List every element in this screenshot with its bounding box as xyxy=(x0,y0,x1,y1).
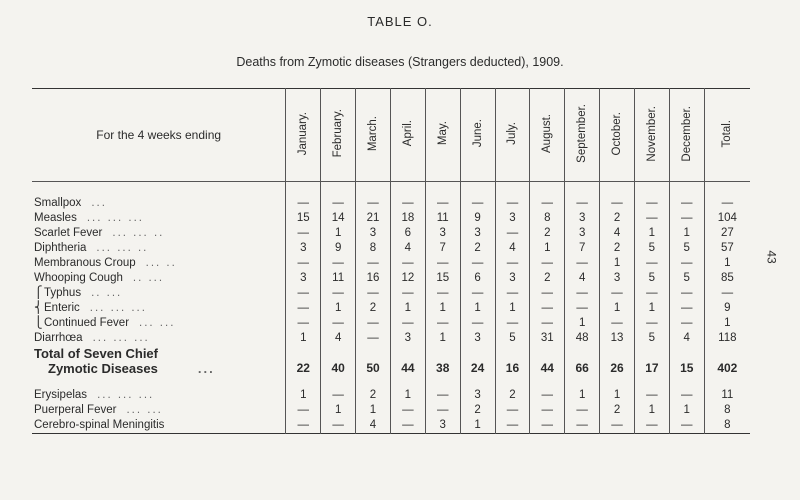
value-cell: 8 xyxy=(356,241,391,256)
value-cell: 12 xyxy=(390,271,425,286)
value-cell: 48 xyxy=(565,331,600,346)
value-cell: 2 xyxy=(460,241,495,256)
row-header: For the 4 weeks ending xyxy=(32,89,286,182)
total-cell: — xyxy=(704,286,750,301)
col-header-label: August. xyxy=(541,114,554,153)
value-cell: 1 xyxy=(634,403,669,418)
summary-row xyxy=(32,346,750,376)
value-cell: 1 xyxy=(321,301,356,316)
value-cell: 3 xyxy=(356,226,391,241)
value-cell: — xyxy=(321,376,356,403)
leader-dots: ... xyxy=(197,361,215,376)
value-cell: — xyxy=(669,256,704,271)
table-row xyxy=(32,211,750,226)
zymotic-deaths-table xyxy=(32,88,750,434)
value-cell: — xyxy=(634,211,669,226)
row-label-line2 xyxy=(34,361,283,376)
value-cell: 22 xyxy=(286,346,321,376)
value-cell: 3 xyxy=(425,226,460,241)
value-cell: — xyxy=(634,286,669,301)
col-header-march xyxy=(356,89,391,182)
value-cell: — xyxy=(425,403,460,418)
value-cell: — xyxy=(634,182,669,212)
value-cell: — xyxy=(565,256,600,271)
table-row xyxy=(32,226,750,241)
table-row xyxy=(32,376,750,403)
table-row xyxy=(32,182,750,212)
leader-dots: ... ... ... xyxy=(92,332,150,344)
value-cell: 1 xyxy=(321,226,356,241)
row-label-text: Smallpox xyxy=(34,197,82,209)
value-cell: 16 xyxy=(495,346,530,376)
value-cell: — xyxy=(460,286,495,301)
value-cell: — xyxy=(530,286,565,301)
total-cell: 1 xyxy=(704,316,750,331)
table-row xyxy=(32,331,750,346)
value-cell: 2 xyxy=(600,211,635,226)
value-cell: 1 xyxy=(600,376,635,403)
row-label-text: Membranous Croup xyxy=(34,257,136,269)
value-cell: 1 xyxy=(286,331,321,346)
value-cell: — xyxy=(565,418,600,434)
row-label xyxy=(32,226,286,241)
table-row xyxy=(32,271,750,286)
total-cell: 9 xyxy=(704,301,750,316)
value-cell: 31 xyxy=(530,331,565,346)
col-header-label: May. xyxy=(436,121,449,146)
table-row xyxy=(32,286,750,301)
value-cell: 4 xyxy=(600,226,635,241)
table-row xyxy=(32,316,750,331)
total-cell: 402 xyxy=(704,346,750,376)
leader-dots: .. ... xyxy=(132,272,165,284)
leader-dots: ... ... .. xyxy=(112,227,165,239)
value-cell: 3 xyxy=(565,226,600,241)
total-cell: 104 xyxy=(704,211,750,226)
value-cell: — xyxy=(600,182,635,212)
value-cell: 3 xyxy=(390,331,425,346)
table-title: TABLE O. xyxy=(367,14,433,29)
value-cell: 5 xyxy=(669,241,704,256)
value-cell: — xyxy=(495,182,530,212)
col-header-label: March. xyxy=(367,115,379,152)
value-cell: 44 xyxy=(390,346,425,376)
leader-dots: ... ... ... xyxy=(89,302,147,314)
col-header-label: April. xyxy=(401,120,414,147)
value-cell: — xyxy=(669,376,704,403)
row-label-text: Scarlet Fever xyxy=(34,227,103,239)
value-cell: 4 xyxy=(356,418,391,434)
value-cell: — xyxy=(286,256,321,271)
table-row xyxy=(32,418,750,434)
value-cell: 1 xyxy=(286,376,321,403)
table-subtitle: Deaths from Zymotic diseases (Strangers deducted), 1909. xyxy=(236,55,564,69)
brace-mark: ⎩ xyxy=(34,317,43,329)
value-cell: 3 xyxy=(286,241,321,256)
value-cell: 1 xyxy=(425,331,460,346)
col-header-label: October. xyxy=(611,111,624,156)
value-cell: 5 xyxy=(669,271,704,286)
value-cell: 5 xyxy=(634,271,669,286)
value-cell: — xyxy=(356,182,391,212)
col-header-label: February. xyxy=(332,109,345,158)
value-cell: — xyxy=(286,301,321,316)
row-label xyxy=(32,286,286,301)
row-label-text: Zymotic Diseases xyxy=(48,361,158,376)
value-cell: 7 xyxy=(425,241,460,256)
value-cell: — xyxy=(669,418,704,434)
value-cell: — xyxy=(356,331,391,346)
col-header-december xyxy=(669,89,704,182)
col-header-label: November. xyxy=(645,105,658,162)
leader-dots: ... ... xyxy=(139,317,176,329)
value-cell: 11 xyxy=(321,271,356,286)
value-cell: — xyxy=(565,403,600,418)
value-cell: 1 xyxy=(460,418,495,434)
value-cell: — xyxy=(530,301,565,316)
row-label xyxy=(32,182,286,212)
row-label xyxy=(32,346,286,376)
total-cell: — xyxy=(704,182,750,212)
value-cell: — xyxy=(390,256,425,271)
total-cell: 27 xyxy=(704,226,750,241)
value-cell: 1 xyxy=(600,301,635,316)
value-cell: — xyxy=(390,286,425,301)
value-cell: — xyxy=(321,182,356,212)
value-cell: 9 xyxy=(321,241,356,256)
row-label xyxy=(32,376,286,403)
value-cell: 4 xyxy=(565,271,600,286)
row-label-text: Diarrhœa xyxy=(34,332,83,344)
value-cell: 1 xyxy=(565,316,600,331)
value-cell: — xyxy=(460,256,495,271)
value-cell: — xyxy=(634,376,669,403)
value-cell: 1 xyxy=(600,256,635,271)
value-cell: 38 xyxy=(425,346,460,376)
value-cell: 1 xyxy=(390,301,425,316)
page-number: 43 xyxy=(764,250,779,264)
leader-dots: .. ... xyxy=(91,287,123,299)
row-label-text: Erysipelas xyxy=(34,389,88,401)
value-cell: — xyxy=(390,182,425,212)
col-header-label: December. xyxy=(680,105,693,162)
value-cell: — xyxy=(530,182,565,212)
col-header-may xyxy=(425,89,460,182)
col-header-july xyxy=(495,89,530,182)
value-cell: 4 xyxy=(669,331,704,346)
col-header-august xyxy=(530,89,565,182)
value-cell: 15 xyxy=(425,271,460,286)
brace-mark: ⎨ xyxy=(34,302,43,314)
value-cell: 1 xyxy=(669,403,704,418)
value-cell: — xyxy=(356,316,391,331)
leader-dots: ... xyxy=(91,197,107,209)
value-cell: 4 xyxy=(390,241,425,256)
value-cell: 3 xyxy=(286,271,321,286)
col-header-september xyxy=(565,89,600,182)
row-label-text: Diphtheria xyxy=(34,242,87,254)
value-cell: — xyxy=(530,376,565,403)
value-cell: — xyxy=(565,286,600,301)
total-cell: 8 xyxy=(704,403,750,418)
col-header-february xyxy=(321,89,356,182)
value-cell: 17 xyxy=(634,346,669,376)
value-cell: — xyxy=(390,418,425,434)
value-cell: — xyxy=(425,182,460,212)
value-cell: 1 xyxy=(321,403,356,418)
value-cell: 3 xyxy=(460,376,495,403)
row-label-text: Enteric xyxy=(44,302,80,314)
value-cell: 5 xyxy=(634,331,669,346)
total-cell: 1 xyxy=(704,256,750,271)
value-cell: — xyxy=(356,256,391,271)
value-cell: 2 xyxy=(356,301,391,316)
value-cell: 3 xyxy=(460,331,495,346)
leader-dots: ... .. xyxy=(145,257,177,269)
table-row xyxy=(32,256,750,271)
row-label-text: Continued Fever xyxy=(44,317,130,329)
value-cell: 66 xyxy=(565,346,600,376)
value-cell: — xyxy=(669,211,704,226)
value-cell: — xyxy=(356,286,391,301)
value-cell: 5 xyxy=(634,241,669,256)
value-cell: 3 xyxy=(460,226,495,241)
value-cell: 1 xyxy=(356,403,391,418)
row-label-line1: Total of Seven Chief xyxy=(34,346,158,361)
value-cell: 1 xyxy=(634,301,669,316)
value-cell: — xyxy=(495,316,530,331)
value-cell: 1 xyxy=(425,301,460,316)
value-cell: — xyxy=(495,403,530,418)
value-cell: 2 xyxy=(495,376,530,403)
row-label xyxy=(32,211,286,226)
total-cell: 8 xyxy=(704,418,750,434)
total-cell: 57 xyxy=(704,241,750,256)
header-row xyxy=(32,89,750,182)
value-cell: — xyxy=(286,182,321,212)
value-cell: 13 xyxy=(600,331,635,346)
value-cell: 4 xyxy=(495,241,530,256)
value-cell: — xyxy=(600,286,635,301)
value-cell: — xyxy=(634,316,669,331)
value-cell: — xyxy=(286,226,321,241)
value-cell: 8 xyxy=(530,211,565,226)
table-row xyxy=(32,241,750,256)
value-cell: — xyxy=(530,418,565,434)
value-cell: 50 xyxy=(356,346,391,376)
value-cell: 6 xyxy=(460,271,495,286)
value-cell: — xyxy=(669,182,704,212)
value-cell: 2 xyxy=(460,403,495,418)
value-cell: 4 xyxy=(321,331,356,346)
leader-dots: ... ... ... xyxy=(97,389,155,401)
table-body xyxy=(32,182,750,434)
value-cell: — xyxy=(495,256,530,271)
value-cell: 5 xyxy=(495,331,530,346)
leader-dots: ... ... ... xyxy=(86,212,144,224)
value-cell: — xyxy=(530,403,565,418)
value-cell: — xyxy=(460,316,495,331)
row-label xyxy=(32,403,286,418)
row-label-text: Whooping Cough xyxy=(34,272,123,284)
value-cell: 3 xyxy=(495,211,530,226)
row-label-text: Puerperal Fever xyxy=(34,404,117,416)
col-header-label: June. xyxy=(471,119,484,148)
value-cell: — xyxy=(321,418,356,434)
value-cell: — xyxy=(669,301,704,316)
col-header-october xyxy=(600,89,635,182)
value-cell: 6 xyxy=(390,226,425,241)
value-cell: 15 xyxy=(286,211,321,226)
row-label xyxy=(32,418,286,434)
table-row xyxy=(32,301,750,316)
value-cell: — xyxy=(669,286,704,301)
value-cell: — xyxy=(530,316,565,331)
value-cell: 2 xyxy=(356,376,391,403)
row-label-text: Typhus xyxy=(44,287,82,299)
row-label-text: Cerebro-spinal Meningitis xyxy=(34,419,165,431)
value-cell: 3 xyxy=(495,271,530,286)
leader-dots: ... ... .. xyxy=(96,242,149,254)
value-cell: 3 xyxy=(425,418,460,434)
value-cell: — xyxy=(425,316,460,331)
col-header-april xyxy=(390,89,425,182)
value-cell: 2 xyxy=(600,241,635,256)
value-cell: 26 xyxy=(600,346,635,376)
value-cell: — xyxy=(286,286,321,301)
value-cell: 3 xyxy=(600,271,635,286)
value-cell: 1 xyxy=(390,376,425,403)
value-cell: 2 xyxy=(530,226,565,241)
value-cell: 1 xyxy=(565,376,600,403)
row-label xyxy=(32,271,286,286)
value-cell: 11 xyxy=(425,211,460,226)
value-cell: — xyxy=(460,182,495,212)
value-cell: — xyxy=(634,418,669,434)
value-cell: — xyxy=(600,418,635,434)
value-cell: 1 xyxy=(634,226,669,241)
value-cell: 40 xyxy=(321,346,356,376)
value-cell: — xyxy=(425,256,460,271)
value-cell: 7 xyxy=(565,241,600,256)
col-header-total xyxy=(704,89,750,182)
value-cell: — xyxy=(321,256,356,271)
value-cell: — xyxy=(390,316,425,331)
value-cell: — xyxy=(286,403,321,418)
value-cell: — xyxy=(321,316,356,331)
value-cell: 1 xyxy=(460,301,495,316)
brace-mark: ⎧ xyxy=(34,287,43,299)
col-header-november xyxy=(634,89,669,182)
total-cell: 11 xyxy=(704,376,750,403)
col-header-label: July. xyxy=(506,122,519,145)
value-cell: — xyxy=(495,418,530,434)
value-cell: — xyxy=(530,256,565,271)
row-label xyxy=(32,301,286,316)
value-cell: — xyxy=(321,286,356,301)
row-label-text: Measles xyxy=(34,212,77,224)
value-cell: — xyxy=(600,316,635,331)
col-header-january xyxy=(286,89,321,182)
value-cell: 44 xyxy=(530,346,565,376)
value-cell: 1 xyxy=(669,226,704,241)
value-cell: 2 xyxy=(600,403,635,418)
value-cell: 16 xyxy=(356,271,391,286)
row-label xyxy=(32,316,286,331)
value-cell: — xyxy=(634,256,669,271)
value-cell: — xyxy=(669,316,704,331)
value-cell: — xyxy=(565,182,600,212)
value-cell: 15 xyxy=(669,346,704,376)
value-cell: — xyxy=(425,376,460,403)
row-label xyxy=(32,241,286,256)
value-cell: 3 xyxy=(565,211,600,226)
total-cell: 85 xyxy=(704,271,750,286)
col-header-june xyxy=(460,89,495,182)
value-cell: 1 xyxy=(495,301,530,316)
col-header-label: January. xyxy=(297,111,310,156)
table-row xyxy=(32,403,750,418)
value-cell: 9 xyxy=(460,211,495,226)
leader-dots: ... ... xyxy=(126,404,163,416)
row-label xyxy=(32,256,286,271)
col-header-label: Total. xyxy=(721,119,734,148)
value-cell: 21 xyxy=(356,211,391,226)
row-label xyxy=(32,331,286,346)
value-cell: — xyxy=(565,301,600,316)
value-cell: — xyxy=(425,286,460,301)
value-cell: 1 xyxy=(530,241,565,256)
value-cell: — xyxy=(286,316,321,331)
value-cell: 2 xyxy=(530,271,565,286)
value-cell: — xyxy=(286,418,321,434)
total-cell: 118 xyxy=(704,331,750,346)
value-cell: 18 xyxy=(390,211,425,226)
value-cell: — xyxy=(495,286,530,301)
value-cell: — xyxy=(390,403,425,418)
value-cell: — xyxy=(495,226,530,241)
value-cell: 14 xyxy=(321,211,356,226)
value-cell: 24 xyxy=(460,346,495,376)
col-header-label: September. xyxy=(576,104,589,163)
